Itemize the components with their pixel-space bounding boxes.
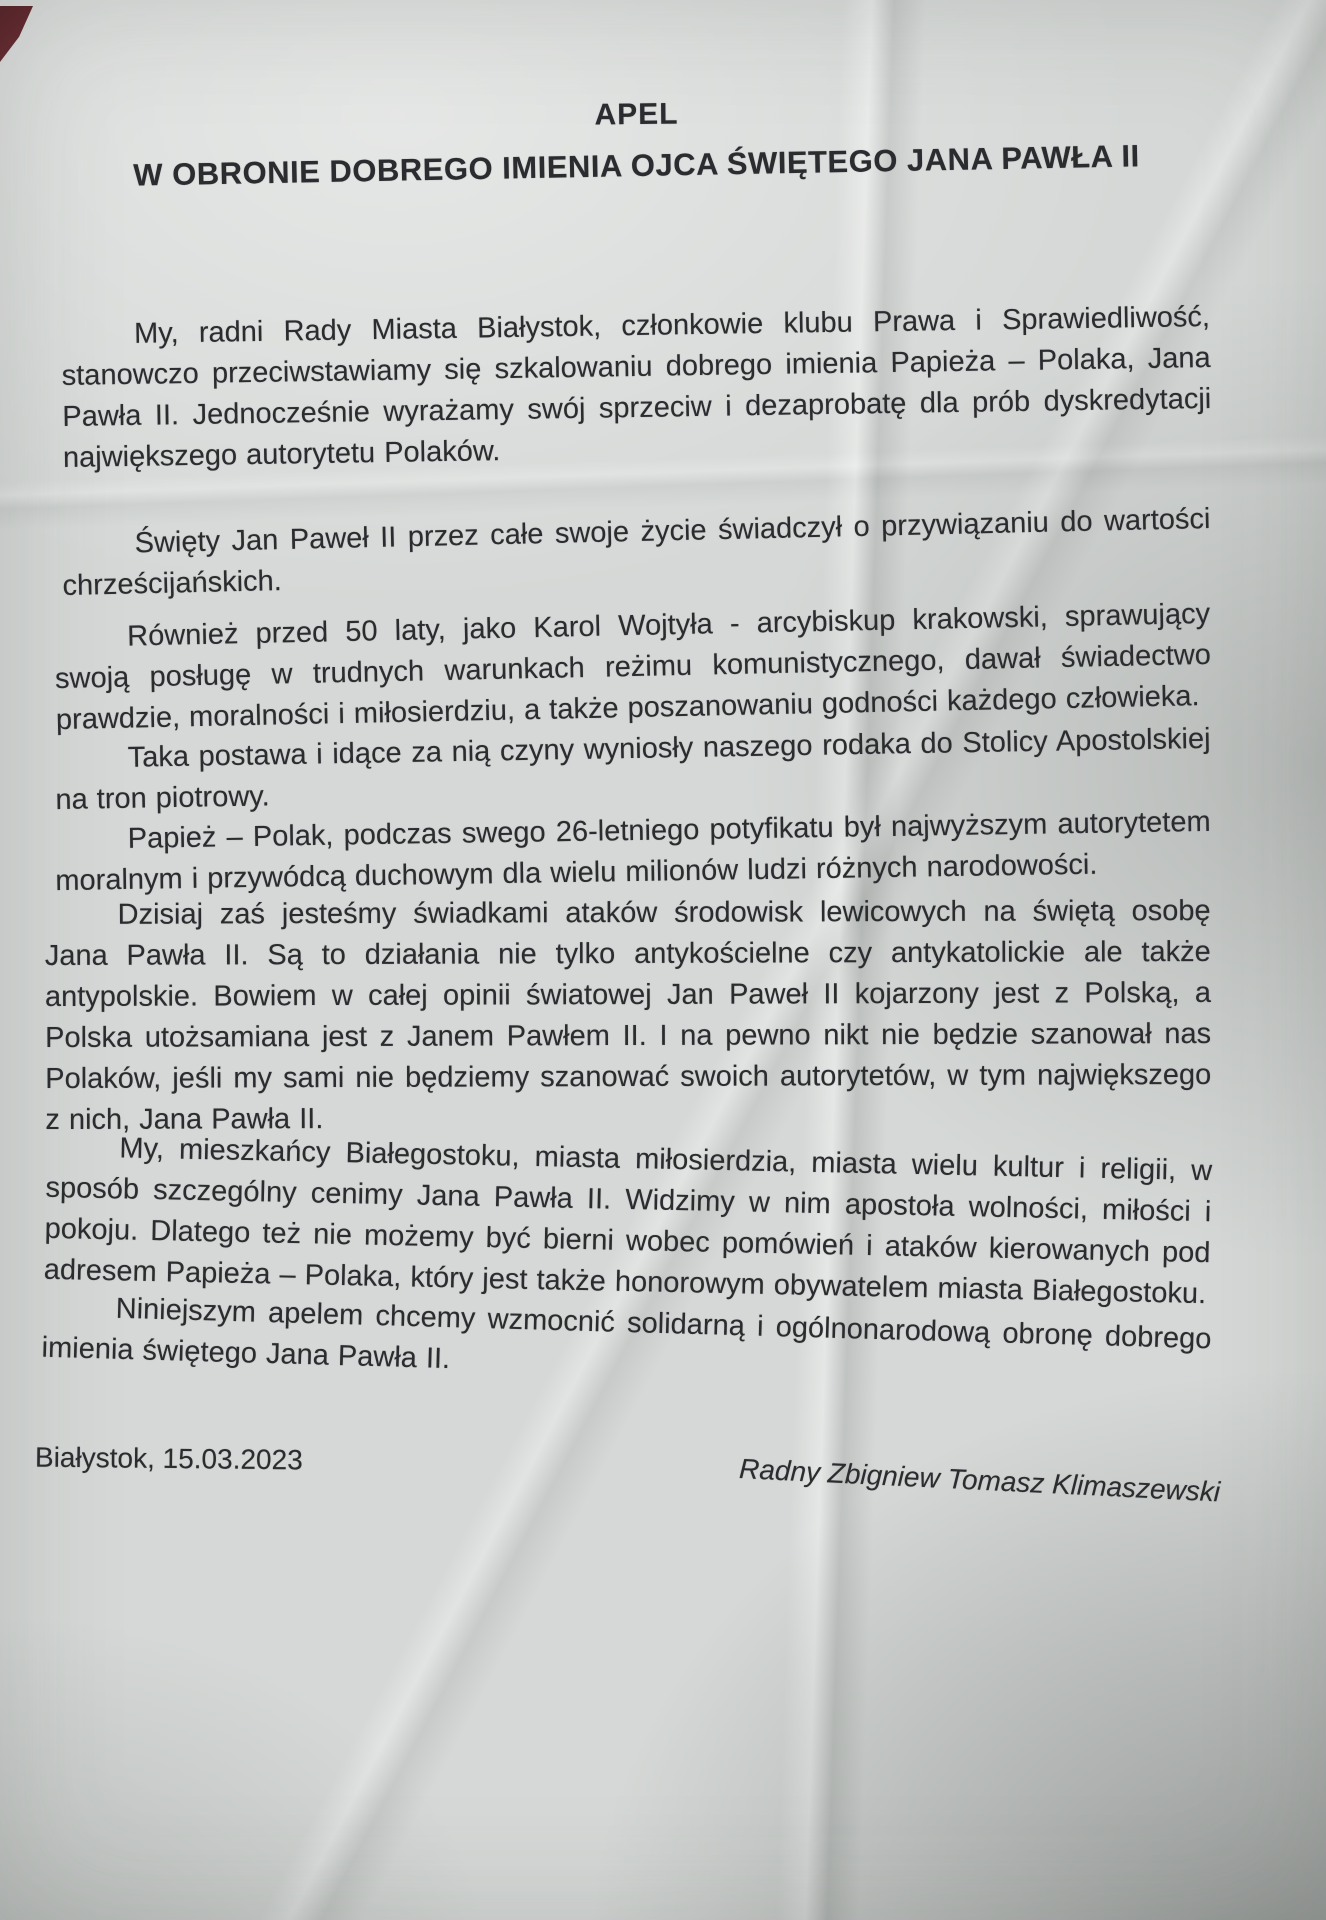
document-footer <box>34 1441 1221 1508</box>
paragraph-apostolic-see: Taka postawa i idące za nią czyny wyniosły naszego rodaka do Stolicy Apostolskiej na tron piotrowy. <box>55 722 1211 817</box>
document-title: APEL <box>594 97 679 132</box>
paragraph-closing-appeal: Niniejszym apelem chcemy wzmocnić solidarną i ogólnonarodową obronę dobrego imienia świętego Jana Pawła II. <box>41 1292 1212 1376</box>
paragraph-attacks: Dzisiaj zaś jesteśmy świadkami ataków środowisk lewicowych na świętą osobę Jana Pawła II. Są to działania nie tylko antykościelne czy antykatolickie ale także antypolskie. Bowiem w całej opinii światowej Jan Paweł II kojarzony jest z Polską, a Polska utożsamiana jest z Janem Pawłem II. I na pewno nikt nie będzie szanował nas Polaków, jeśli my sami nie będziemy szanować swoich autorytetów, w tym największego z nich, Jana Pawła II. <box>44 894 1212 1137</box>
signature: Radny Zbigniew Tomasz Klimaszewski <box>738 1453 1221 1508</box>
paragraph-intro: My, radni Rady Miasta Białystok, członkowie klubu Prawa i Sprawiedliwość, stanowczo przeciwstawiamy się szkalowaniu dobrego imienia Papieża – Polaka, Jana Pawła II. Jednocześnie wyrażamy swój sprzeciw i dezaprobatę dla prób dyskredytacji największego autorytetu Polaków. <box>61 300 1212 475</box>
paragraph-50-years: Również przed 50 laty, jako Karol Wojtyła - arcybiskup krakowski, sprawujący swoją posługę w trudnych warunkach reżimu komunistycznego, dawał świadectwo prawdzie, moralności i miłosierdziu, a także poszanowaniu godności każdego człowieka. <box>54 597 1212 737</box>
paragraph-saint-life: Święty Jan Paweł II przez całe swoje życie świadczył o przywiązaniu do wartości chrześcijańskich. <box>62 502 1211 603</box>
document-subtitle: W OBRONIE DOBREGO IMIENIA OJCA ŚWIĘTEGO JANA PAWŁA II <box>132 138 1140 193</box>
paragraph-bialystok-residents: My, mieszkańcy Białegostoku, miasta miłosierdzia, miasta wielu kultur i religii, w sposób szczególny cenimy Jana Pawła II. Widzimy w nim apostoła wolności, miłości i pokoju. Dlatego też nie możemy być bierni wobec pomówień i ataków kierowanych pod adresem Papieża – Polaka, który jest także honorowym obywatelem miasta Białegostoku. <box>43 1132 1213 1311</box>
place-date: Białystok, 15.03.2023 <box>34 1441 303 1476</box>
paragraph-pontificate: Papież – Polak, podczas swego 26-letniego potyfikatu był najwyższym autorytetem moralnym i przywódcą duchowym dla wielu milionów ludzi różnych narodowości. <box>55 805 1211 898</box>
